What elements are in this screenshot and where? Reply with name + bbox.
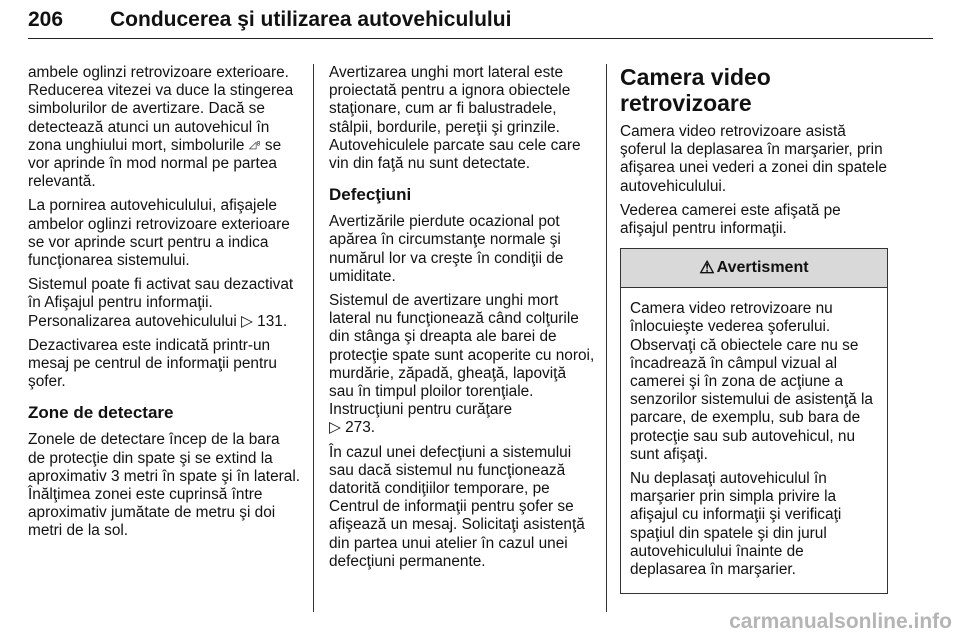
column-divider bbox=[606, 64, 607, 612]
paragraph: La pornirea autovehiculului, afişajele ambelor oglinzi retrovizoare exterioare se vor aprinde scurt pentru a indica funcţionarea sistemului. bbox=[28, 197, 290, 270]
page-reference-arrow-icon: ▷ bbox=[241, 312, 253, 330]
paragraph: Camera video retrovizoare asistă şoferul la deplasarea în marşarier, prin afişarea unei vederi a zonei din spatele autovehiculului. bbox=[620, 123, 887, 195]
paragraph: Avertizările pierdute ocazional pot apărea în circumstanţe normale şi numărul lor va creşte în condiţii de umiditate. bbox=[329, 213, 564, 285]
warning-box bbox=[620, 248, 888, 594]
paragraph: Sistemul de avertizare unghi mort lateral nu funcţionează când colţurile din stânga şi dreapta ale barei de protecţie spate sunt acoperite cu noroi, murdărie, zăpadă, gheaţă, lapoviţă sau în timpul ploilor torenţiale. Instrucţiuni pentru curăţare ▷ 273. bbox=[329, 292, 595, 437]
watermark: carmanualsonline.info bbox=[729, 610, 952, 633]
paragraph: Camera video retrovizoare nu înlocuieşte vederea şoferului. Observaţi că obiectele care nu se încadrează în câmpul vizual al camerei şi în zona de acţiune a senzorilor sistemului de asistenţă la parcare, de exemplu, sub bara de protecţie sau sub autovehicul, nu sunt afişaţi. bbox=[630, 300, 873, 463]
column-middle bbox=[329, 64, 595, 577]
column-left bbox=[28, 64, 300, 547]
column-divider bbox=[313, 64, 314, 612]
blind-spot-warning-icon: ◿⁸ bbox=[248, 139, 261, 151]
warning-title: Avertisment bbox=[716, 259, 809, 277]
section-heading-detection-zones: Zone de detectare bbox=[28, 403, 174, 423]
warning-body bbox=[621, 288, 887, 593]
page-reference[interactable]: 131. bbox=[257, 312, 288, 330]
page-reference-arrow-icon: ▷ bbox=[329, 419, 341, 437]
paragraph: Zonele de detectare încep de la bara de protecţie din spate şi se extind la aproximativ 3 metri în spate şi în lateral. Înălţimea zonei este cuprinsă între aproximativ jumătate de metru şi doi metri de la sol. bbox=[28, 431, 301, 540]
page-title: Conducerea şi utilizarea autovehiculului bbox=[110, 8, 512, 31]
section-heading-faults: Defecţiuni bbox=[329, 185, 412, 205]
paragraph: Vederea camerei este afişată pe afişajul pentru informaţii. bbox=[620, 201, 841, 238]
paragraph: Avertizarea unghi mort lateral este proiectată pentru a ignora obiectele staţionare, cum ar fi balustradele, stâlpii, bordurile, pereţii şi grinzile. Autovehiculele parcate sau cele care vin din faţă nu sunt detectate. bbox=[329, 64, 581, 173]
paragraph: Sistemul poate fi activat sau dezactivat în Afişajul pentru informaţii. Personalizarea autovehiculului ▷ 131. bbox=[28, 276, 294, 330]
column-right bbox=[620, 64, 888, 594]
page-header bbox=[28, 8, 933, 39]
page-number: 206 bbox=[28, 8, 64, 31]
paragraph: Nu deplasaţi autovehiculul în marşarier prin simpla privire la afişajul cu informaţii şi verificaţi spaţiul din spatele şi din jurul autovehiculului înainte de deplasarea în marşarier. bbox=[630, 470, 842, 579]
warning-header bbox=[621, 249, 887, 288]
section-heading-rear-camera: Camera video retrovizoare bbox=[620, 64, 771, 116]
page-reference[interactable]: 273. bbox=[345, 419, 376, 437]
warning-triangle-icon: ⚠ bbox=[699, 258, 715, 278]
paragraph: ambele oglinzi retrovizoare exterioare. Reducerea vitezei va duce la stingerea simbolurilor de avertizare. Dacă se detectează atunci un autovehicul în zona unghiului mort, simbolurile ◿⁸ se vor aprinde în mod normal pe partea relevantă. bbox=[28, 64, 294, 191]
paragraph: Dezactivarea este indicată printr-un mesaj pe centrul de informaţii pentru şofer. bbox=[28, 336, 277, 391]
paragraph: În cazul unei defecţiuni a sistemului sau dacă sistemul nu funcţionează datorită condiţiilor temporare, pe Centrul de informaţii pentru şofer se afişează un mesaj. Solicitaţi asistenţă din partea unui atelier în cazul unei defecţiuni permanente. bbox=[329, 443, 585, 570]
